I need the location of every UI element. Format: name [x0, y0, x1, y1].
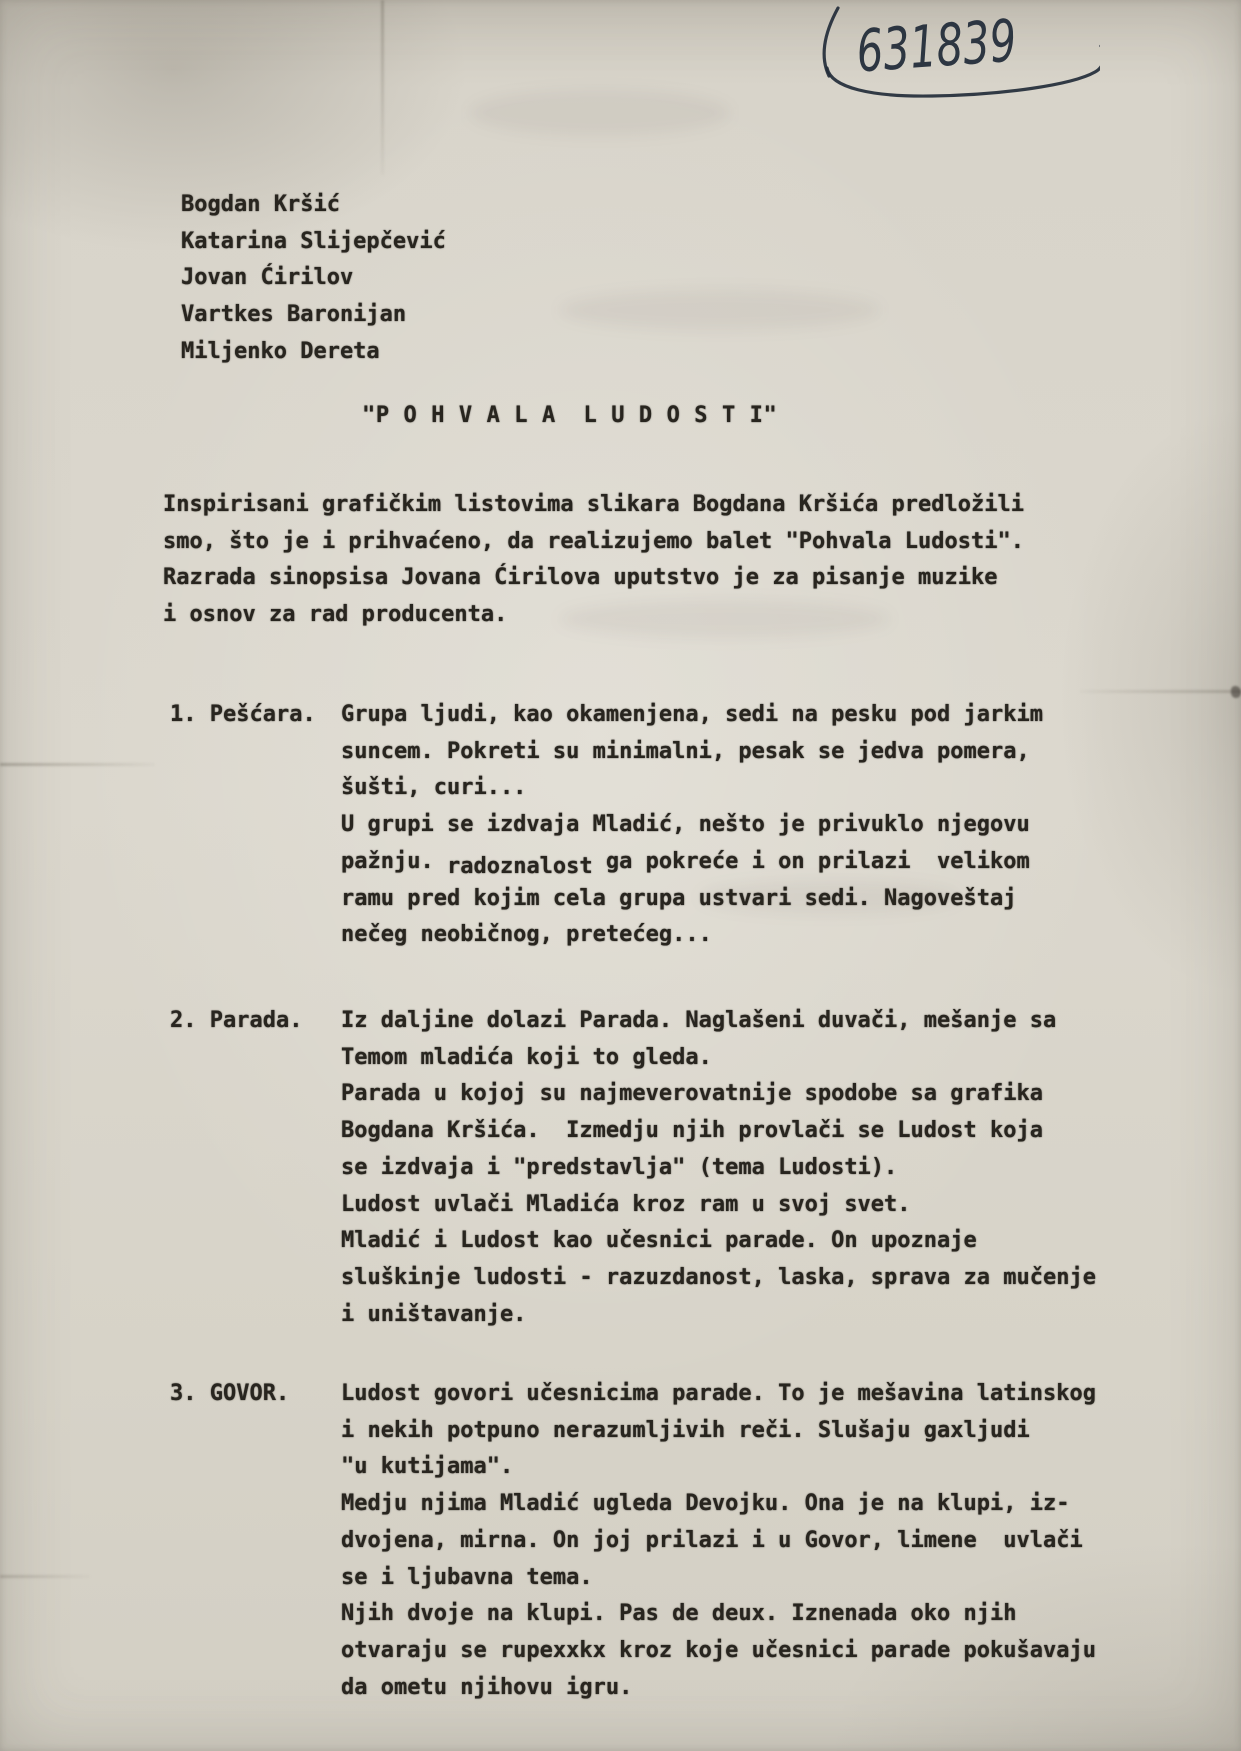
section-label: 2. Parada. [170, 1008, 303, 1033]
paper-crease [0, 763, 155, 766]
body-line: suncem. Pokreti su minimalni, pesak se jedva pomera, [341, 738, 1030, 764]
author-list [181, 187, 446, 371]
section-body [341, 1003, 1096, 1333]
body-line: Bogdana Kršića. Izmedju njih provlači se Ludost koja [341, 1118, 1043, 1144]
body-line: U grupi se izdvaja Mladić, nešto je privuklo njegovu [341, 812, 1030, 838]
section-body [341, 697, 1043, 954]
body-line: "u kutijama". [341, 1454, 514, 1480]
body-line: dvojena, mirna. On joj prilazi i u Govor, limene uvlači [341, 1527, 1083, 1553]
intro-paragraph [163, 487, 1024, 634]
author-line: Katarina Slijepčević [181, 228, 446, 254]
body-line: Iz daljine dolazi Parada. Naglašeni duvači, mešanje sa [341, 1008, 1057, 1033]
section-govor [170, 1376, 1096, 1706]
body-line: se izdvaja i "predstavlja" (tema Ludosti). [341, 1154, 898, 1180]
stamp-number: 631839 [854, 2, 1080, 86]
body-line: Njih dvoje na klupi. Pas de deux. Iznenada oko njih [341, 1601, 1017, 1627]
body-line: i nekih potpuno nerazumljivih reči. Slušaju gaxljudi [341, 1417, 1030, 1443]
section-parada [170, 1003, 1096, 1333]
body-line: Ludost govori učesnicima parade. To je mešavina latinskog [341, 1381, 1096, 1406]
body-line-segment: ga pokreće i on prilazi velikom [592, 848, 1030, 874]
paper-speck [1231, 686, 1241, 698]
author-line: Jovan Ćirilov [181, 265, 354, 291]
dropped-typed-word: radoznalost [446, 853, 593, 879]
section-label: 3. GOVOR. [170, 1381, 290, 1406]
body-line: Mladić i Ludost kao učesnici parade. On upoznaje [341, 1228, 977, 1254]
stamp-open-paren-stroke [824, 8, 838, 76]
body-line: Ludost uvlači Mladića kroz ram u svoj svet. [341, 1191, 911, 1217]
author-line: Bogdan Kršić [181, 192, 340, 217]
section-body [341, 1376, 1096, 1706]
section-pescara [170, 697, 1043, 954]
body-line: Medju njima Mladić ugleda Devojku. Ona je na klupi, iz- [341, 1491, 1070, 1517]
body-line: šušti, curi... [341, 775, 527, 801]
body-line: da ometu njihovu igru. [341, 1674, 633, 1700]
body-line [341, 844, 1043, 881]
intro-line: Razrada sinopsisa Jovana Ćirilova uputstvo je za pisanje muzike [163, 565, 998, 591]
paper-crease [1080, 690, 1241, 693]
body-line-segment: pažnju. [341, 848, 447, 874]
body-line: i uništavanje. [341, 1301, 527, 1327]
intro-line: smo, što je i prihvaćeno, da realizujemo balet "Pohvala Ludosti". [163, 528, 1024, 554]
body-line: Temom mladića koji to gleda. [341, 1044, 712, 1070]
author-line: Vartkes Baronijan [181, 302, 407, 328]
paper-crease [381, 0, 384, 175]
body-line: se i ljubavna tema. [341, 1564, 593, 1590]
body-line: Parada u kojoj su najmeverovatnije spodobe sa grafika [341, 1081, 1043, 1107]
body-line: sluškinje ludosti - razuzdanost, laska, sprava za mučenje [341, 1264, 1096, 1290]
body-line: otvaraju se rupexxkx kroz koje učesnici parade pokušavaju [341, 1637, 1096, 1663]
intro-line: i osnov za rad producenta. [163, 602, 508, 628]
body-line: nečeg neobičnog, pretećeg... [341, 922, 712, 948]
paper-smudge [560, 290, 880, 330]
intro-line: Inspirisani grafičkim listovima slikara Bogdana Kršića predložili [163, 492, 1024, 517]
handwritten-archive-number [680, 0, 1100, 100]
document-title: "P O H V A L A L U D O S T I" [362, 403, 778, 428]
paper-crease [0, 1575, 90, 1578]
body-line: ramu pred kojim cela grupa ustvari sedi. Nagoveštaj [341, 885, 1017, 911]
section-label: 1. Pešćara. [170, 702, 316, 727]
body-line: Grupa ljudi, kao okamenjena, sedi na pesku pod jarkim [341, 702, 1043, 727]
author-line: Miljenko Dereta [181, 338, 380, 364]
